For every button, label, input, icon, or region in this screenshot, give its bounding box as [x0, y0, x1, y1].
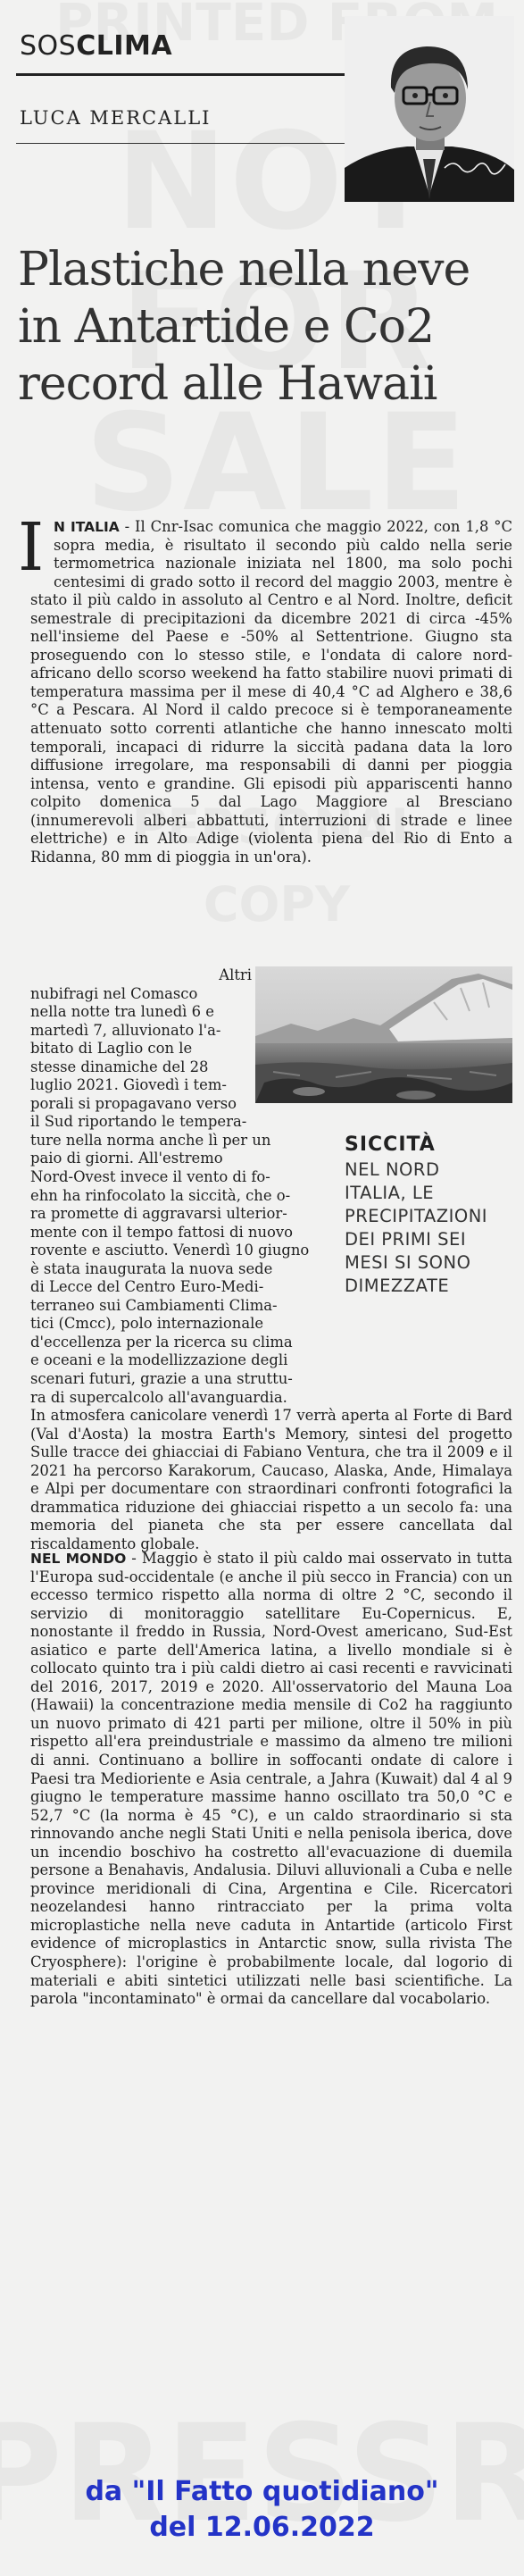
source-credit	[0, 2474, 524, 2546]
text-line: luglio 2021. Giovedì i tem-	[30, 1076, 227, 1094]
paragraph-text: - Il Cnr-Isac comunica che maggio 2022, con 1,8 °C sopra media, è risultato il secondo più caldo nella serie termometrica nazionale iniziata nel 1800, ma solo pochi centesimi di grado sotto il record del maggio 2003, mentre è stato il più caldo in assoluto al Centro e al Nord. Inoltre, deficit semestrale di precipitazioni da dicembre 2021 di circa -45% nell'insieme del Paese e -50% al Settentrione. Giugno sta proseguendo con lo stesso stile, e l'ondata di calore nord-africano dello scorso weekend ha fatto stabilire nuovi primati di temperatura massima per il mese di 40,4 °C ad Alghero e 38,6 °C a Pescara. Al Nord il caldo precoce si è temporaneamente attenuato sotto correnti atlantiche che hanno innescato molti temporali, incapaci di ridurre la siccità padana data la loro diffusione irregolare, ma responsabili di danni per pioggia intensa, vento e grandine. Gli episodi più appariscenti hanno colpito domenica 5 dal Lago Maggiore al Bresciano (innumerevoli alberi abbattuti, interruzioni di strade e linee elettriche) e in Alto Adige (violenta piena del Rio di Ento a Ridanna, 80 mm di pioggia in un'ora).	[30, 518, 512, 866]
text-line: Nord-Ovest invece il vento di fo-	[30, 1168, 270, 1186]
text-line: paio di giorni. All'estremo	[30, 1150, 223, 1167]
text-line: Altri	[219, 966, 252, 983]
text-line: d'eccellenza per la ricerca su clima	[30, 1333, 293, 1351]
text-line: il Sud riportando le tempera-	[30, 1113, 247, 1131]
title-line: record alle Hawaii	[18, 357, 437, 411]
text-line: nella notte tra lunedì 6 e	[30, 1003, 214, 1021]
paragraph-italia	[18, 509, 512, 866]
glacier-photo	[255, 966, 512, 1103]
pull-quote-title: SICCITÀ	[345, 1133, 436, 1156]
article-title	[18, 241, 507, 413]
text-line: stesse dinamiche del 28	[30, 1058, 209, 1075]
pull-quote-line: DEI PRIMI SEI	[345, 1229, 467, 1250]
text-line: martedì 7, alluvionato l'a-	[30, 1021, 221, 1039]
text-line: mente con il tempo fattosi di nuovo	[30, 1223, 293, 1241]
pull-quote-line: ITALIA, LE	[345, 1183, 435, 1203]
text-line: è stata inaugurata la nuova sede	[30, 1259, 273, 1277]
text-line: di Lecce del Centro Euro-Medi-	[30, 1278, 264, 1296]
text-line: ra promette di aggravarsi ulterior-	[30, 1205, 287, 1223]
paragraph-mostra: In atmosfera canicolare venerdì 17 verrà aperta al Forte di Bard (Val d'Aosta) la mostra Earth's Memory, sintesi del progetto Sulle tracce dei ghiacciai di Fabiano Ventura, che tra il 2009 e il 2021 ha percorso Karakorum, Caucaso, Alaska, Ande, Himalaya e Alpi per documentare con straordinari confronti fotografici la drammatica riduzione dei ghiacciai rispetto a un secolo fa: una memoria del pianeta che sta per essere cancellata dal riscaldamento globale.	[30, 1407, 512, 1552]
paragraph-text: - Maggio è stato il più caldo mai osservato in tutta l'Europa sud-occidentale (e anche il più secco in Francia) con un eccesso termico rispetto alla norma di oltre 2 °C, secondo il servizio di monitoraggio satellitare Eu-Copernicus. E, nonostante il freddo in Russia, Nord-Ovest americano, Sud-Est asiatico e parte dell'America latina, a livello mondiale si è collocato quinto tra i più caldi dietro ai casi recenti e ravvicinati del 2016, 2017, 2019 e 2020. All'osservatorio del Mauna Loa (Hawaii) la concentrazione media mensile di Co2 ha raggiunto un nuovo primato di 421 parti per milione, oltre il 50% in più rispetto all'era preindustriale e massimo da almeno tre milioni di anni. Continuano a bollire in soffocanti ondate di calore i Paesi tra Medioriente e Asia centrale, a Jahra (Kuwait) dal 4 al 9 giugno le temperature massime hanno oscillato tra 50,0 °C e 52,7 °C (la norma è 45 °C), e un caldo straordinario si sta rinnovando anche negli Stati Uniti e nella penisola iberica, dove un incendio boschivo ha costretto all'evacuazione di duemila persone a Benahavis, Andalusia. Diluvi alluvionali a Cuba e nelle province meridionali di Cina, Argentina e Cile. Ricercatori neozelandesi hanno rintracciato per la prima volta microplastiche nella neve caduta in Antartide (articolo First evidence of microplastics in Antarctic snow, sulla rivista The Cryosphere): l'origine è probabilmente locale, dal logorio di materiali e abiti sintetici utilizzati nelle basi scientifiche. La parola "incontaminato" è ormai da cancellare dal vocabolario.	[30, 1550, 512, 2008]
divider	[16, 143, 348, 144]
pull-quote	[345, 1133, 514, 1298]
title-line: Plastiche nella neve	[18, 243, 470, 297]
text-line: rovente e asciutto. Venerdì 10 giugno	[30, 1242, 310, 1259]
column-label-part2: CLIMA	[76, 30, 173, 62]
pull-quote-line: PRECIPITAZIONI	[345, 1206, 488, 1226]
paragraph-mondo	[30, 1550, 512, 2009]
column-label-part1: SOS	[20, 30, 77, 62]
pull-quote-line: DIMEZZATE	[345, 1275, 450, 1296]
credit-line: da "Il Fatto quotidiano"	[85, 2476, 439, 2507]
column-label	[20, 30, 172, 62]
text-line: nubifragi nel Comasco	[30, 984, 198, 1002]
text-line: e oceani e la modellizzazione degli	[30, 1351, 288, 1369]
paragraph-lead: NEL MONDO	[30, 1551, 127, 1567]
text-line: porali si propagavano verso	[30, 1094, 237, 1112]
text-line: tici (Cmcc), polo internazionale	[30, 1315, 264, 1333]
text-line: ehn ha rinfocolato la siccità, che o-	[30, 1186, 291, 1204]
paragraph-continuation	[30, 966, 310, 1407]
text-line: ture nella norma anche lì per un	[30, 1131, 271, 1149]
text-line: bitato di Laglio con le	[30, 1040, 193, 1058]
dropcap: I	[18, 509, 45, 586]
pull-quote-line: NEL NORD	[345, 1159, 440, 1180]
text-line: scenari futuri, grazie a una struttu-	[30, 1370, 293, 1388]
author-portrait	[345, 16, 514, 202]
credit-line: del 12.06.2022	[149, 2512, 375, 2543]
text-line: ra di supercalcolo all'avanguardia.	[30, 1388, 287, 1406]
paragraph-lead: N ITALIA	[54, 519, 120, 535]
divider	[16, 73, 348, 76]
pull-quote-line: MESI SI SONO	[345, 1252, 471, 1273]
author-name: LUCA MERCALLI	[20, 107, 212, 129]
text-line: terraneo sui Cambiamenti Clima-	[30, 1296, 278, 1314]
title-line: in Antartide e Co2	[18, 300, 435, 354]
watermark-line	[0, 880, 524, 931]
